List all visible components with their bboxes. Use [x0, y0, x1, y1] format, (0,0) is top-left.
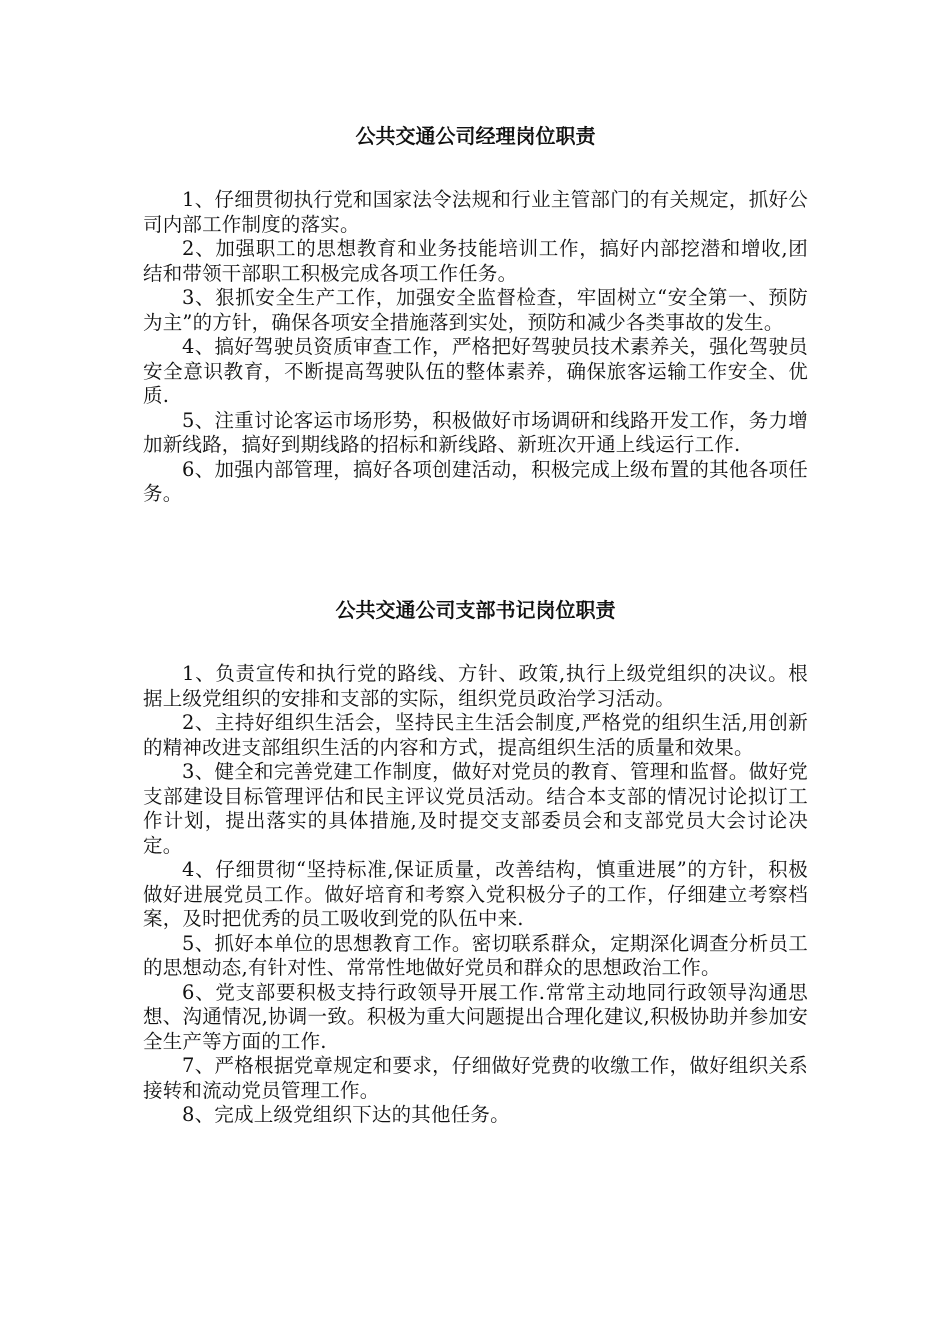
paragraph: 1、负责宣传和执行党的路线、方针、政策,执行上级党组织的决议。根据上级党组织的安排和支部的实际，组织党员政治学习活动。: [143, 662, 808, 710]
section-title: 公共交通公司经理岗位职责: [355, 124, 596, 148]
paragraph: 6、党支部要积极支持行政领导开展工作.常常主动地同行政领导沟通思想、沟通情况,协调一致。积极为重大问题提出合理化建议,积极协助并参加安全生产等方面的工作.: [143, 980, 808, 1053]
paragraph: 4、搞好驾驶员资质审查工作，严格把好驾驶员技术素养关，强化驾驶员安全意识教育，不断提高驾驶队伍的整体素养，确保旅客运输工作安全、优质.: [143, 335, 808, 407]
paragraph: 7、严格根据党章规定和要求，仔细做好党费的收缴工作，做好组织关系接转和流动党员管理工作。: [143, 1054, 808, 1102]
paragraph: 4、仔细贯彻“坚持标准,保证质量，改善结构，慎重进展”的方针，积极做好进展党员工作。做好培育和考察入党积极分子的工作，仔细建立考察档案，及时把优秀的员工吸收到党的队伍中来.: [143, 858, 808, 930]
section-manager-duties: [143, 120, 808, 507]
paragraph: 3、狠抓安全生产工作，加强安全监督检查，牢固树立“安全第一、预防为主”的方针，确保各项安全措施落到实处，预防和减少各类事故的发生。: [143, 286, 808, 334]
paragraph: 2、主持好组织生活会，坚持民主生活会制度,严格党的组织生活,用创新的精神改进支部组织生活的内容和方式，提高组织生活的质量和效果。: [143, 711, 808, 759]
paragraph: 6、加强内部管理，搞好各项创建活动，积极完成上级布置的其他各项任务。: [143, 457, 808, 505]
section-title: 公共交通公司支部书记岗位职责: [335, 598, 616, 622]
paragraph: 3、健全和完善党建工作制度，做好对党员的教育、管理和监督。做好党支部建设目标管理评估和民主评议党员活动。结合本支部的情况讨论拟订工作计划，提出落实的具体措施,及时提交支部委员会和支部党员大会讨论决定。: [143, 760, 808, 857]
section-secretary-duties: [143, 594, 808, 1128]
paragraph: 2、加强职工的思想教育和业务技能培训工作，搞好内部挖潜和增收,团结和带领干部职工积极完成各项工作任务。: [143, 237, 808, 285]
paragraph: 5、注重讨论客运市场形势，积极做好市场调研和线路开发工作，务力增加新线路，搞好到期线路的招标和新线路、新班次开通上线运行工作.: [143, 408, 808, 456]
paragraph: 8、完成上级党组织下达的其他任务。: [182, 1103, 510, 1126]
paragraph: 1、仔细贯彻执行党和国家法令法规和行业主管部门的有关规定，抓好公司内部工作制度的落实。: [143, 188, 808, 236]
paragraph: 5、抓好本单位的思想教育工作。密切联系群众，定期深化调查分析员工的思想动态,有针对性、常常性地做好党员和群众的思想政治工作。: [143, 931, 808, 979]
